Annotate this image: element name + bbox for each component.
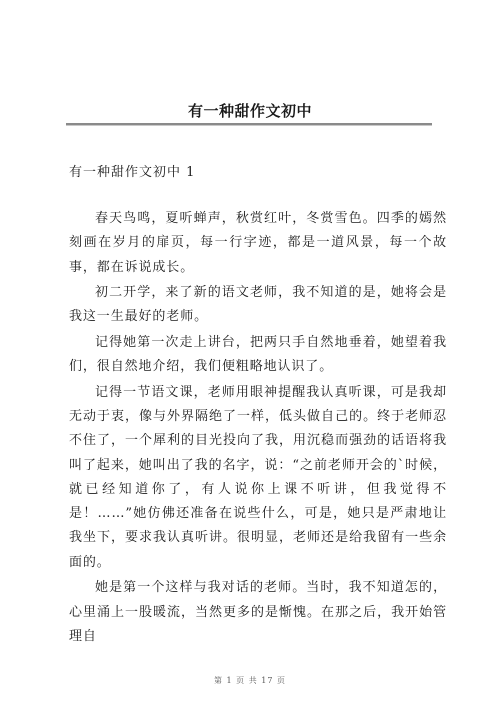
paragraph: 记得一节语文课，老师用眼神提醒我认真听课，可是我却无动于衷，像与外界隔绝了一样，低头做自己的。终于老师忍不住了，一个犀利的目光投向了我，用沉稳而强劲的话语将我叫了起来，她叫出了我的名字，说：“之前老师开会的`时候，就已经知道你了，有人说你上课不听讲，但我觉得不是！……”她仿佛还准备在说些什么，可是，她只是严肃地让我坐下，要求我认真听讲。很明显，老师还是给我留有一些余面的。 [69,384,447,570]
paragraph: 春天鸟鸣，夏听蝉声，秋赏红叶，冬赏雪色。四季的嫣然刻画在岁月的扉页，每一行字迹，都是一道风景，每一个故事，都在诉说成长。 [69,211,447,275]
page-number-footer: 第 1 页 共 17 页 [214,676,286,685]
document-title: 有一种甜作文初中 [187,102,312,120]
paragraph: 初二开学，来了新的语文老师，我不知道的是，她将会是我这一生最好的老师。 [69,285,447,325]
title-divider [66,123,432,126]
essay-body [69,207,447,650]
paragraph: 她是第一个这样与我对话的老师。当时，我不知道怎的，心里涌上一股暖流，当然更多的是惭愧。在那之后，我开始管理自 [69,580,447,644]
paragraph: 记得她第一次走上讲台，把两只手自然地垂着，她望着我们，很自然地介绍，我们便粗略地认识了。 [69,334,447,375]
section-heading: 有一种甜作文初中 1 [69,165,196,180]
